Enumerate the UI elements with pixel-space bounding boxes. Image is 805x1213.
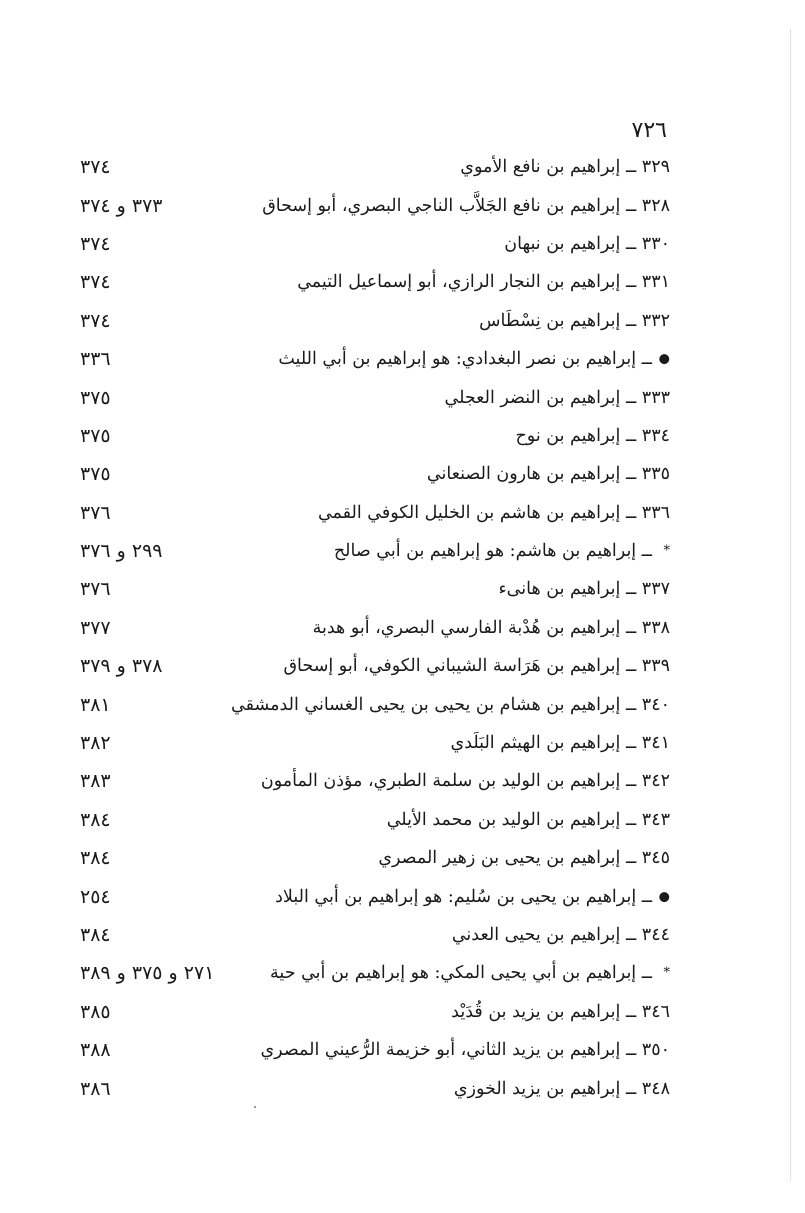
index-entry [80,916,670,954]
index-entry [80,225,670,263]
index-entry [80,801,670,839]
entry-page-numbers: ٣٨٥ [80,1000,111,1023]
entry-page-numbers: ٣٧٦ [80,578,111,601]
cross-reference-title: ــ إبراهيم بن هاشم: هو إبراهيم بن أبي صالح [333,541,652,562]
index-entry [80,148,670,186]
entry-page-numbers: ٣٨١ [80,693,111,716]
entry-title: ٣٤٤ ــ إبراهيم بن يحيى العدني [451,925,670,945]
index-entry [80,340,670,378]
index-entry [80,494,670,532]
index-entry [80,724,670,762]
entry-title: ٣٤٠ ــ إبراهيم بن هشام بن يحيى بن يحيى الغساني الدمشقي [231,694,670,715]
entry-page-numbers: ٣٧٤ [80,232,111,255]
entry-page-numbers: ٣٨٤ [80,924,111,946]
entry-page-numbers: ٣٧٤ [80,309,111,332]
scan-speck [254,1106,256,1108]
entry-title: ٣٤٣ ــ إبراهيم بن الوليد بن محمد الأيلي [386,809,670,830]
entry-page-numbers: ٢٩٩ و ٣٧٦ [80,540,163,563]
entry-page-numbers: ٣٧٥ [80,386,111,409]
entry-page-numbers: ٣٧٧ [80,616,111,639]
index-entry [80,762,670,800]
entry-page-numbers: ٣٧٥ [80,463,111,486]
entry-page-numbers: ٣٧٤ [80,271,111,294]
index-entry [80,1069,670,1107]
index-list [80,148,670,1108]
entry-title: ٣٣١ ــ إبراهيم بن النجار الرازي، أبو إسماعيل التيمي [297,272,670,293]
index-entry [80,954,670,992]
entry-page-numbers: ٣٧٨ و ٣٧٩ [80,655,163,678]
asterisk-marker: * [663,543,670,559]
index-entry [80,647,670,685]
entry-title: ٣٤٢ ــ إبراهيم بن الوليد بن سلمة الطبري، مؤذن المأمون [260,771,670,792]
entry-title: ٣٣٧ ــ إبراهيم بن هانىء [498,579,670,600]
entry-page-numbers: ٣٧٦ [80,501,111,524]
entry-page-numbers: ٢٥٤ [80,885,111,908]
entry-title: ٣٢٨ ــ إبراهيم بن نافع الجَلاَّب الناجي البصري، أبو إسحاق [262,195,670,216]
entry-title: ٣٣٤ ــ إبراهيم بن نوح [515,425,670,446]
bullet-marker: ● [658,889,670,905]
entry-title: ٣٤٦ ــ إبراهيم بن يزيد بن قُدَيْد [451,1001,670,1022]
entry-page-numbers: ٣٧٣ و ٣٧٤ [80,194,163,217]
entry-title: ٣٢٩ ــ إبراهيم بن نافع الأموي [460,157,670,178]
index-entry [80,1031,670,1069]
index-entry [80,877,670,915]
entry-page-numbers: ٢٧١ و ٣٧٥ و ٣٨٩ [80,962,215,985]
cross-reference-title: ــ إبراهيم بن نصر البغدادي: هو إبراهيم بن أبي الليث [278,349,652,370]
asterisk-marker: * [663,965,670,981]
entry-title: ٣٣٣ ــ إبراهيم بن النضر العجلي [444,387,670,408]
entry-title: ٣٣٨ ــ إبراهيم بن هُدْبة الفارسي البصري، أبو هدبة [312,617,670,638]
index-entry [80,302,670,340]
entry-page-numbers: ٣٧٥ [80,424,111,447]
entry-title: ٣٥٠ ــ إبراهيم بن يزيد الثاني، أبو خزيمة الرُّعيني المصري [260,1040,670,1061]
cross-reference-title: ــ إبراهيم بن أبي يحيى المكي: هو إبراهيم بن أبي حية [270,963,652,984]
cross-reference-title: ــ إبراهيم بن يحيى بن سُليم: هو إبراهيم بن أبي البلاد [275,886,652,907]
index-entry [80,685,670,723]
entry-title: ٣٣٩ ــ إبراهيم بن هَرَاسة الشيباني الكوفي، أبو إسحاق [283,656,670,677]
index-entry [80,993,670,1031]
entry-title: ٣٤٥ ــ إبراهيم بن يحيى بن زهير المصري [378,848,670,869]
entry-page-numbers: ٣٧٤ [80,156,111,179]
entry-title: ٣٣٠ ــ إبراهيم بن نبهان [504,233,670,254]
entry-page-numbers: ٣٨٤ [80,847,111,870]
entry-page-numbers: ٣٣٦ [80,348,111,371]
entry-title: ٣٤١ ــ إبراهيم بن الهيثم البَلَدي [450,733,670,754]
index-entry [80,609,670,647]
index-entry [80,378,670,416]
entry-page-numbers: ٣٨٤ [80,808,111,831]
index-entry [80,417,670,455]
index-entry [80,570,670,608]
entry-title: ٣٣٦ ــ إبراهيم بن هاشم بن الخليل الكوفي القمي [317,502,670,523]
entry-title: ٣٣٢ ــ إبراهيم بن نِسْطَاس [479,310,670,331]
page-number: ٧٢٦ [631,118,667,143]
index-entry [80,532,670,570]
entry-title: ٣٣٥ ــ إبراهيم بن هارون الصنعاني [426,464,670,485]
bullet-marker: ● [658,351,670,367]
index-entry [80,455,670,493]
entry-page-numbers: ٣٨٦ [80,1077,111,1100]
entry-page-numbers: ٣٨٨ [80,1039,111,1062]
page-edge-line [790,30,791,1180]
entry-title: ٣٤٨ ــ إبراهيم بن يزيد الخوزي [453,1078,670,1099]
index-entry [80,186,670,224]
index-entry [80,839,670,877]
index-entry [80,263,670,301]
entry-page-numbers: ٣٨٢ [80,732,111,755]
entry-page-numbers: ٣٨٣ [80,770,111,793]
